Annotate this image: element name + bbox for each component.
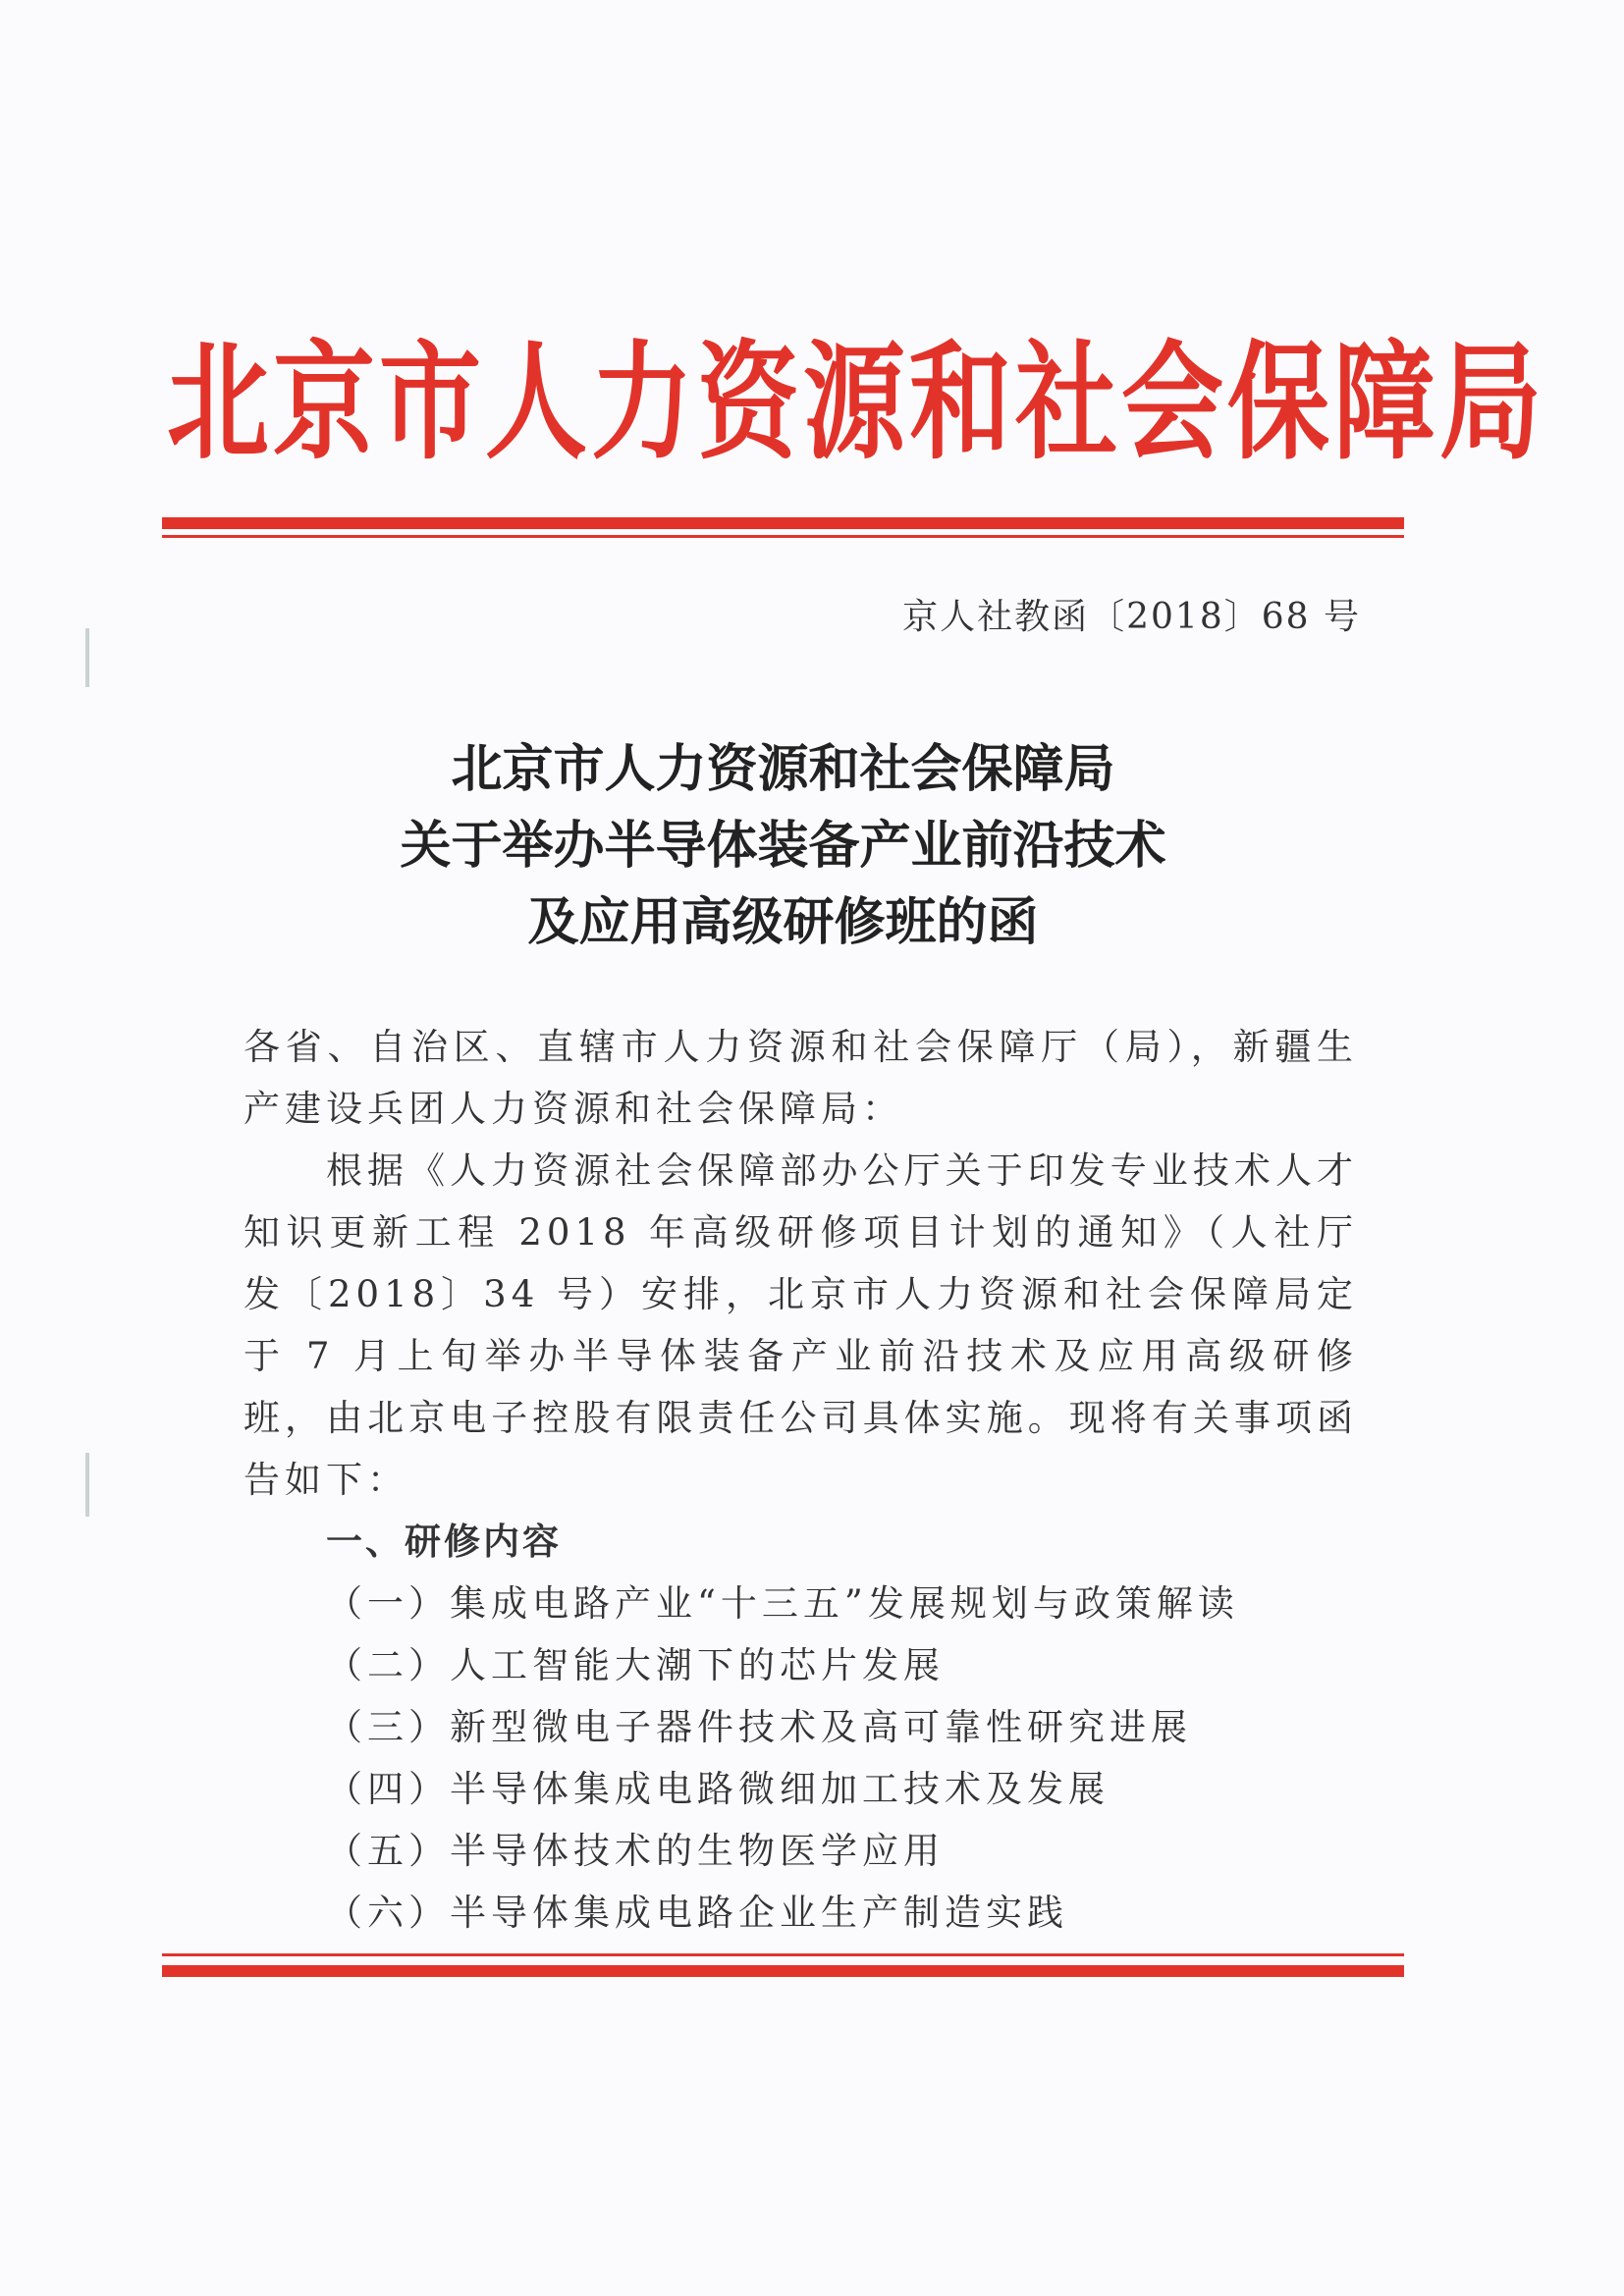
- document-body: [244, 1016, 1358, 1944]
- list-item: （四）半导体集成电路微细加工技术及发展: [326, 1768, 1110, 1810]
- document-title: [162, 731, 1404, 961]
- list-item: （五）半导体技术的生物医学应用: [326, 1830, 945, 1872]
- body-paragraph: 根据《人力资源社会保障部办公厅关于印发专业技术人才知识更新工程 2018 年高级研修项目计划的通知》（人社厅发〔2018〕34 号）安排，北京市人力资源和社会保障局定于 7 月上旬举办半导体装备产业前沿技术及应用高级研修班，由北京电子控股有限责任公司具体实施。现将有关事项函告如下：: [244, 1149, 1358, 1501]
- masthead-rule-thin: [162, 535, 1404, 538]
- section-heading: 一、研修内容: [326, 1521, 562, 1563]
- margin-mark: [85, 1453, 89, 1517]
- document-number: 京人社教函〔2018〕68 号: [902, 597, 1361, 637]
- list-item: （二）人工智能大潮下的芯片发展: [326, 1644, 945, 1686]
- salutation: 各省、自治区、直辖市人力资源和社会保障厅（局），新疆生产建设兵团人力资源和社会保障局：: [244, 1026, 1358, 1130]
- list-item: （三）新型微电子器件技术及高可靠性研究进展: [326, 1706, 1192, 1748]
- margin-mark: [85, 628, 89, 687]
- footer-rule-thin: [162, 1953, 1404, 1956]
- title-line: 及应用高级研修班的函: [527, 893, 1039, 952]
- list-item: （六）半导体集成电路企业生产制造实践: [326, 1892, 1068, 1934]
- masthead-rule-thick: [162, 517, 1404, 529]
- list-item: （一）集成电路产业“十三五”发展规划与政策解读: [326, 1582, 1239, 1625]
- masthead-title: 北京市人力资源和社会保障局: [167, 327, 1546, 478]
- footer-rule-thick: [162, 1965, 1404, 1977]
- title-line: 北京市人力资源和社会保障局: [451, 740, 1115, 799]
- title-line: 关于举办半导体装备产业前沿技术: [400, 817, 1166, 876]
